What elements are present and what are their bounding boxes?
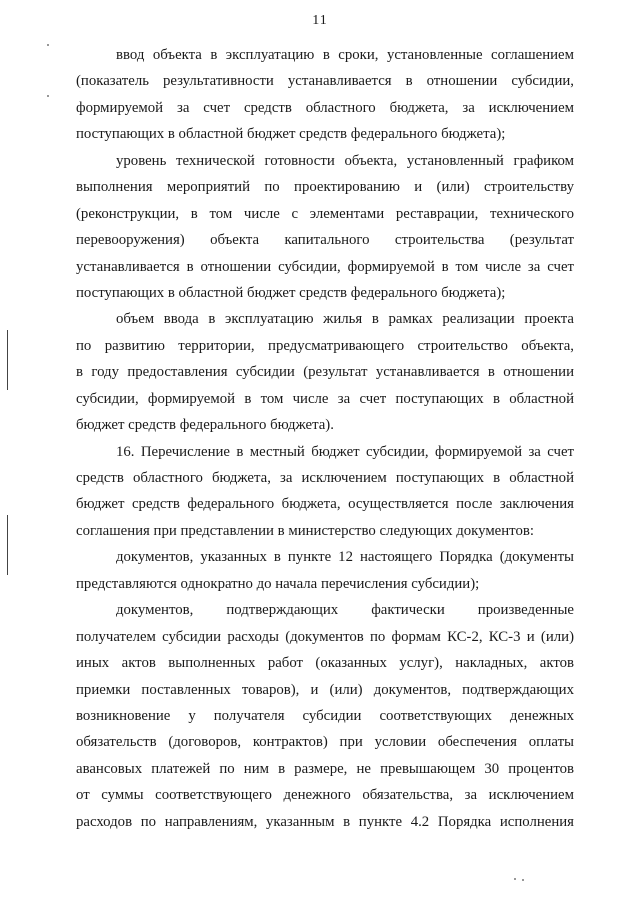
text-line: документов, подтверждающих фактически произведенные xyxy=(116,602,574,619)
text-line: формируемой за счет средств областного бюджета, за исключением xyxy=(76,99,574,116)
text-line: объем ввода в эксплуатацию жилья в рамках реализации проекта xyxy=(116,311,574,328)
text-line: по развитию территории, предусматривающего строительство объекта, xyxy=(76,337,574,354)
text-line: обязательств (договоров, контрактов) при условии обеспечения оплаты xyxy=(76,734,574,751)
text-line: поступающих в областной бюджет средств федерального бюджета); xyxy=(76,284,506,301)
text-line: выполнения мероприятий по проектированию и (или) строительству xyxy=(76,179,574,196)
text-line: субсидии, формируемой в том числе за счет поступающих в областной xyxy=(76,390,574,407)
scan-speck xyxy=(47,44,49,46)
text-line: получателем субсидии расходы (документов по формам КС-2, КС-3 и (или) xyxy=(76,628,574,645)
text-line: расходов по направлениям, указанным в пункте 4.2 Порядка исполнения xyxy=(76,813,574,830)
text-line: от суммы соответствующего денежного обязательства, за исключением xyxy=(76,787,574,804)
text-line: перевооружения) объекта капитального строительства (результат xyxy=(76,232,574,249)
text-line: возникновение у получателя субсидии соответствующих денежных xyxy=(76,707,574,724)
text-line: (показатель результативности устанавливается в отношении субсидии, xyxy=(76,73,574,90)
text-line: иных актов выполненных работ (оказанных услуг), накладных, актов xyxy=(76,655,574,672)
text-line: соглашения при представлении в министерство следующих документов: xyxy=(76,522,534,539)
scan-speck xyxy=(514,878,516,880)
text-line: 16. Перечисление в местный бюджет субсидии, формируемой за счет xyxy=(116,443,574,460)
text-line: поступающих в областной бюджет средств федерального бюджета); xyxy=(76,126,506,143)
text-line: ввод объекта в эксплуатацию в сроки, установленные соглашением xyxy=(116,47,574,63)
scan-margin-mark xyxy=(7,515,8,575)
text-line: в году предоставления субсидии (результат устанавливается в отношении xyxy=(76,364,574,381)
text-line: авансовых платежей по ним в размере, не превышающем 30 процентов xyxy=(76,760,574,777)
scan-speck xyxy=(522,879,524,881)
text-line: (реконструкции, в том числе с элементами реставрации, технического xyxy=(76,205,574,222)
text-line: устанавливается в отношении субсидии, формируемой в том числе за счет xyxy=(76,258,574,275)
text-line: бюджет средств федерального бюджета, осуществляется после заключения xyxy=(76,496,574,513)
scan-margin-mark xyxy=(7,330,8,390)
document-body xyxy=(76,42,574,835)
text-line: документов, указанных в пункте 12 настоящего Порядка (документы xyxy=(116,549,574,566)
text-line: представляются однократно до начала перечисления субсидии); xyxy=(76,575,480,592)
page-number: 11 xyxy=(312,13,328,28)
text-line: уровень технической готовности объекта, установленный графиком xyxy=(116,152,574,169)
text-line: средств областного бюджета, за исключением поступающих в областной xyxy=(76,470,574,486)
text-line: приемки поставленных товаров), и (или) документов, подтверждающих xyxy=(76,681,574,698)
text-line: бюджет средств федерального бюджета). xyxy=(76,417,334,434)
scan-speck xyxy=(47,95,49,97)
